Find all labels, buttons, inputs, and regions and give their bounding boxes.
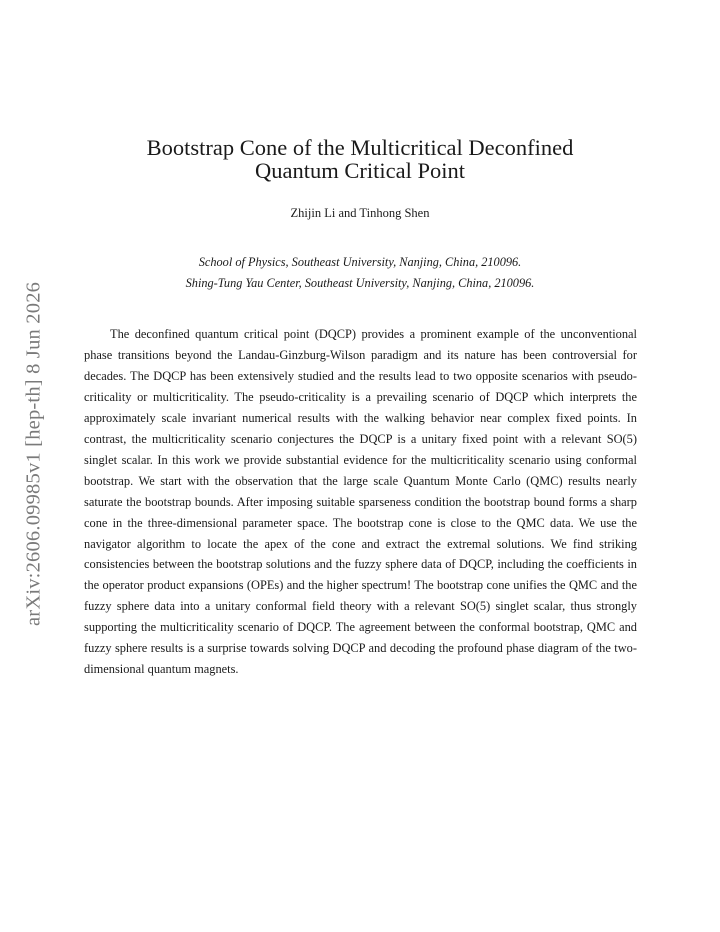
title-line-1: Bootstrap Cone of the Multicritical Deconfined xyxy=(146,135,574,161)
author-list: Zhijin Li and Tinhong Shen xyxy=(290,206,430,220)
affiliation-2: Shing-Tung Yau Center, Southeast University, Nanjing, China, 210096. xyxy=(185,276,535,290)
title-line-2: Quantum Critical Point xyxy=(255,158,465,184)
affiliation-1: School of Physics, Southeast University, Nanjing, China, 210096. xyxy=(198,255,522,269)
abstract-text: The deconfined quantum critical point (DQCP) provides a prominent example of the unconventional phase transitions beyond the Landau-Ginzburg-Wilson paradigm and its nature has been controversial for decades. The DQCP has been extensively studied and the results lead to two opposite scenarios with pseudo-criticality or multicriticality. The pseudo-criticality is a prevailing scenario of DQCP which interprets the approximately scale invariant numerical results with the walking behavior near complex fixed points. In contrast, the multicriticality scenario conjectures the DQCP is a unitary fixed point with a relevant SO(5) singlet scalar. In this work we provide substantial evidence for the multicriticality scenario using conformal bootstrap. We start with the observation that the large scale Quantum Monte Carlo (QMC) results nearly saturate the bootstrap bounds. After imposing suitable sparseness condition the bootstrap bound forms a sharp cone in the three-dimensional parameter space. The bootstrap cone is close to the QMC data. We use the navigator algorithm to locate the apex of the cone and extract the extremal solutions. We find striking consistencies between the bootstrap solutions and the fuzzy sphere data of DQCP, including the coefficients in the operator product expansions (OPEs) and the higher spectrum! The bootstrap cone unifies the QMC and the fuzzy sphere data into a unitary conformal field theory with a relevant SO(5) singlet scalar, thus strongly supporting the multicriticality scenario of DQCP. The agreement between the conformal bootstrap, QMC and fuzzy sphere results is a surprise towards solving DQCP and decoding the profound phase diagram of the two-dimensional quantum magnets. xyxy=(84,327,637,677)
affiliations xyxy=(60,252,660,294)
abstract xyxy=(84,324,637,680)
paper-title xyxy=(60,136,660,182)
arxiv-identifier: arXiv:2606.09985v1 [hep-th] 8 Jun 2026 xyxy=(22,281,45,627)
